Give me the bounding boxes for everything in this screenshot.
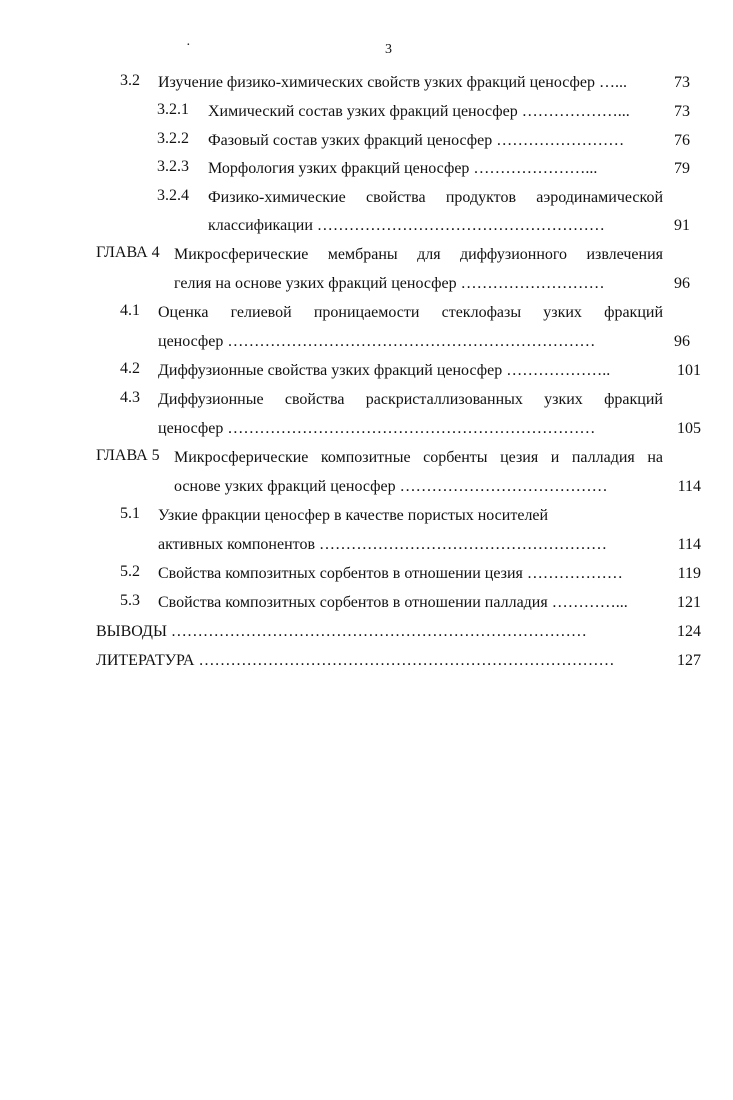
toc-entry-title: Изучение физико-химических свойств узких фракций ценосфер …... [158,74,627,91]
toc-chapter-4-number: ГЛАВА 4 [96,244,160,261]
toc-entry-5-1-number: 5.1 [120,505,140,522]
toc-entry-4-1-number: 4.1 [120,302,140,319]
toc-entry-3-2-4-line1[interactable]: Физико-химические свойства продуктов аэродинамической [208,189,663,206]
toc-entry-5-1-line1[interactable]: Узкие фракции ценосфер в качестве пористых носителей [158,507,549,524]
toc-entry-4-2-number: 4.2 [120,360,140,377]
toc-chapter-4-line1[interactable]: Микросферические мембраны для диффузионного извлечения [174,246,663,263]
toc-entry-title: ценосфер …………………………………………………………… [158,420,596,437]
toc-entry-page: 96 [674,333,690,350]
toc-entry-5-3[interactable] [158,592,701,614]
toc-entry-page: 96 [674,275,690,292]
toc-entry-title: Фазовый состав узких фракций ценосфер …………………… [208,132,625,149]
stray-dot: · [186,38,191,53]
toc-entry-5-1-line2[interactable] [158,534,701,556]
toc-entry-page: 114 [677,478,701,495]
toc-entry-page: 114 [677,536,701,553]
toc-entry-title: Свойства композитных сорбентов в отношении цезия ……………… [158,565,623,582]
toc-entry-title: Свойства композитных сорбентов в отношении палладия …………... [158,594,628,611]
toc-entry-3-2-3-number: 3.2.3 [157,158,189,175]
toc-entry-title: ВЫВОДЫ …………………………………………………………………… [96,623,587,640]
toc-entry-4-1-line1[interactable]: Оценка гелиевой проницаемости стеклофазы узких фракций [158,304,663,321]
toc-entry-page: 105 [677,420,701,437]
toc-entry-4-3-line1[interactable]: Диффузионные свойства раскристаллизованных узких фракций [158,391,663,408]
toc-entry-title: ЛИТЕРАТУРА …………………………………………………………………… [96,652,615,669]
toc-entry-3-2-4-number: 3.2.4 [157,187,189,204]
toc-entry-title: классификации ……………………………………………… [208,217,605,234]
toc-entry-3-2-number: 3.2 [120,72,140,89]
toc-entry-5-2[interactable] [158,563,701,585]
toc-entry-4-3-line2[interactable] [158,418,701,440]
toc-entry-3-2[interactable] [158,72,690,94]
toc-entry-5-3-number: 5.3 [120,592,140,609]
toc-entry-page: 119 [677,565,701,582]
toc-entry-page: 79 [674,160,690,177]
toc-entry-4-1-line2[interactable] [158,331,690,353]
toc-entry-title: гелия на основе узких фракций ценосфер ……………………… [174,275,605,292]
toc-chapter-5-number: ГЛАВА 5 [96,447,160,464]
toc-chapter-5-line1[interactable]: Микросферические композитные сорбенты цезия и палладия на [174,449,663,466]
toc-entry-title: ценосфер …………………………………………………………… [158,333,596,350]
toc-entry-literatura[interactable] [96,650,701,672]
toc-entry-page: 76 [674,132,690,149]
toc-entry-4-3-number: 4.3 [120,389,140,406]
toc-entry-4-2[interactable] [158,360,701,382]
page-number: 3 [385,42,392,57]
toc-entry-3-2-2[interactable] [208,130,690,152]
toc-entry-3-2-2-number: 3.2.2 [157,130,189,147]
toc-chapter-4-line2[interactable] [174,273,690,295]
toc-entry-page: 127 [677,652,701,669]
toc-entry-page: 121 [677,594,701,611]
toc-entry-5-2-number: 5.2 [120,563,140,580]
toc-entry-title: основе узких фракций ценосфер ………………………………… [174,478,608,495]
toc-entry-3-2-1-number: 3.2.1 [157,101,189,118]
toc-entry-3-2-4-line2[interactable] [208,215,690,237]
toc-entry-page: 73 [674,103,690,120]
toc-entry-page: 101 [677,362,701,379]
toc-chapter-5-line2[interactable] [174,476,701,498]
toc-entry-title: Химический состав узких фракций ценосфер ………………... [208,103,630,120]
toc-entry-vyvody[interactable] [96,621,701,643]
toc-entry-3-2-1[interactable] [208,101,690,123]
toc-entry-page: 73 [674,74,690,91]
toc-entry-page: 91 [674,217,690,234]
toc-entry-page: 124 [677,623,701,640]
toc-entry-title: Морфология узких фракций ценосфер …………………... [208,160,598,177]
toc-entry-3-2-3[interactable] [208,158,690,180]
toc-entry-title: активных компонентов ……………………………………………… [158,536,607,553]
toc-entry-title: Диффузионные свойства узких фракций ценосфер ……………….. [158,362,611,379]
